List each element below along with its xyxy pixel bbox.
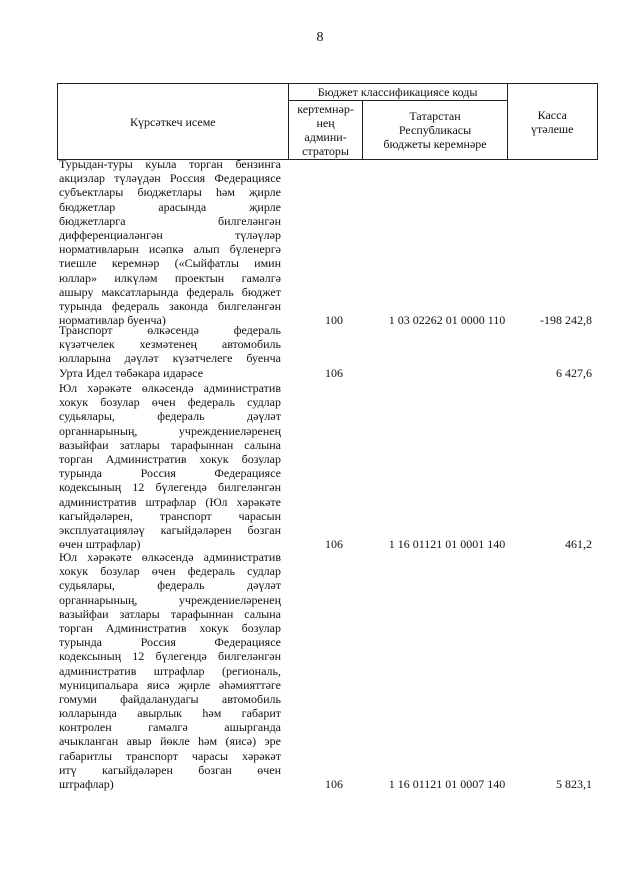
budget-codes-header: Бюджет классификациясе коды (288, 84, 507, 101)
tatarstan-revenue-header (363, 101, 507, 160)
indicator-name-line: гомуми файдаланудагы автомобиль (59, 691, 281, 706)
indicator-name-line: юллар» илкүләм проектын гамәлгә (59, 270, 281, 285)
indicator-name-line: административ штрафлар (региональ, (59, 663, 281, 678)
indicator-name-line: административ штрафлар (Юл хәрәкәте (59, 494, 281, 509)
indicator-name-line: Юл хәрәкәте өлкәсендә административ (59, 381, 281, 395)
indicator-name-line: органнарының, учреждениеләренең (59, 423, 281, 438)
cash-amount: -198 242,8 (540, 313, 592, 328)
tatarstan-line-3: бюджеты керемнәре (383, 137, 487, 151)
indicator-name-line: штрафлар) (59, 777, 114, 791)
admin-header (288, 101, 363, 160)
indicator-name-line: өчен штрафлар) (59, 537, 141, 552)
indicator-name-line: кагыйдәләрен, транспорт чарасын (59, 508, 281, 523)
indicator-name-line: нормативлар буенча) (59, 313, 166, 328)
indicator-name-line: судьялары, федераль дәүләт (59, 578, 281, 593)
admin-line-3: админи- (304, 130, 347, 144)
cash-amount: 5 823,1 (556, 777, 592, 792)
table-header (57, 83, 598, 160)
indicator-name-line: кодексының 12 бүлегендә билгеләнгән (59, 480, 281, 495)
indicator-name-line: Урта Идел төбәкара идарәсе (59, 365, 204, 380)
indicator-name-line: судьялары, федераль дәүләт (59, 409, 281, 424)
admin-code: 100 (325, 313, 343, 328)
cash-line-2: үтәлеше (531, 121, 574, 136)
indicator-name-line: Юл хәрәкәте өлкәсендә административ (59, 550, 281, 564)
page-number: 8 (316, 30, 324, 45)
indicator-name-header: Күрсәткеч исеме (58, 84, 289, 160)
indicator-name-line: кодексының 12 бүлегендә билгеләнгән (59, 649, 281, 664)
admin-line-4: страторы (302, 144, 349, 158)
table-row (59, 381, 592, 551)
indicator-name-line: турында Россия Федерациясе (59, 466, 281, 481)
cash-amount: 461,2 (565, 537, 592, 552)
indicator-name-line: хокук бозулар өчен федераль судлар (59, 564, 281, 579)
indicator-name-line: ашыру максатларында федераль бюджет (59, 284, 281, 299)
table-row (59, 323, 592, 380)
table-row (59, 157, 592, 327)
indicator-name-line: органнарының, учреждениеләренең (59, 592, 281, 607)
indicator-name (59, 323, 281, 380)
cash-line-1: Касса (537, 107, 567, 122)
admin-code: 106 (325, 365, 343, 380)
indicator-name-line: дифференциаләнгән түләүләр (59, 227, 281, 242)
indicator-name-line: вазыйфаи затлары тарафыннан салына (59, 437, 281, 452)
tatarstan-line-1: Татарстан (409, 109, 461, 123)
admin-line-2: нең (316, 116, 335, 130)
budget-code: 1 16 01121 01 0001 140 (388, 537, 506, 552)
budget-code: 1 16 01121 01 0007 140 (388, 777, 506, 792)
indicator-name-line: субъектлары бюджетлары һәм җирле (59, 185, 281, 200)
tatarstan-line-2: Республикасы (398, 123, 472, 137)
admin-code: 106 (325, 537, 343, 552)
indicator-name-line: акцизлар түләүдән Россия Федерациясе (59, 171, 281, 186)
cash-execution-header (507, 84, 597, 160)
indicator-name (59, 157, 281, 327)
indicator-name-line: бюджетлар арасында җирле (59, 199, 281, 214)
indicator-name-line: юлларына дәүләт күзәтчелеге буенча (59, 351, 281, 366)
indicator-name-line: тиешле керемнәр («Сыйфатлы имин (59, 256, 281, 271)
indicator-name-line: торган Административ хокук бозулар (59, 451, 281, 466)
indicator-name-line: турында Россия Федерациясе (59, 635, 281, 650)
indicator-name-line: күзәтчелек хезмәтенең автомобиль (59, 337, 281, 352)
table-row (59, 550, 592, 791)
indicator-name-line: юлларында авырлык һәм габарит (59, 706, 281, 721)
indicator-name-line: Транспорт өлкәсендә федераль (59, 323, 281, 337)
admin-code: 106 (325, 777, 343, 792)
indicator-name-line: хокук бозулар өчен федераль судлар (59, 395, 281, 410)
indicator-name (59, 550, 281, 791)
indicator-name-line: эксплуатацияләү кагыйдәләрен бозган (59, 522, 281, 537)
cash-amount: 6 427,6 (556, 365, 592, 380)
indicator-name-line: итү кагыйдәләрен бозган өчен (59, 762, 281, 777)
indicator-name-line: торган Административ хокук бозулар (59, 620, 281, 635)
budget-code: 1 03 02262 01 0000 110 (388, 313, 506, 328)
indicator-name-line: муниципальара яисә җирле әһәмияттәге (59, 677, 281, 692)
indicator-name-line: габаритлы транспорт чарасы хәрәкәт (59, 748, 281, 763)
indicator-name-line: вазыйфаи затлары тарафыннан салына (59, 606, 281, 621)
indicator-name-line: бюджетларга билгеләнгән (59, 213, 281, 228)
indicator-name-line: Турыдан-туры куыла торган бензинга (59, 157, 281, 171)
admin-line-1: кертемнәр- (297, 102, 354, 116)
indicator-name-line: контролен гамәлгә ашырганда (59, 720, 281, 735)
indicator-name-line: нормативларын исәпкә алып бүленергә (59, 242, 281, 257)
indicator-name-line: ачыкланган авыр йөкле һәм (яисә) эре (59, 734, 281, 749)
indicator-name-line: турында федераль законда билгеләнгән (59, 298, 281, 313)
indicator-name (59, 381, 281, 551)
